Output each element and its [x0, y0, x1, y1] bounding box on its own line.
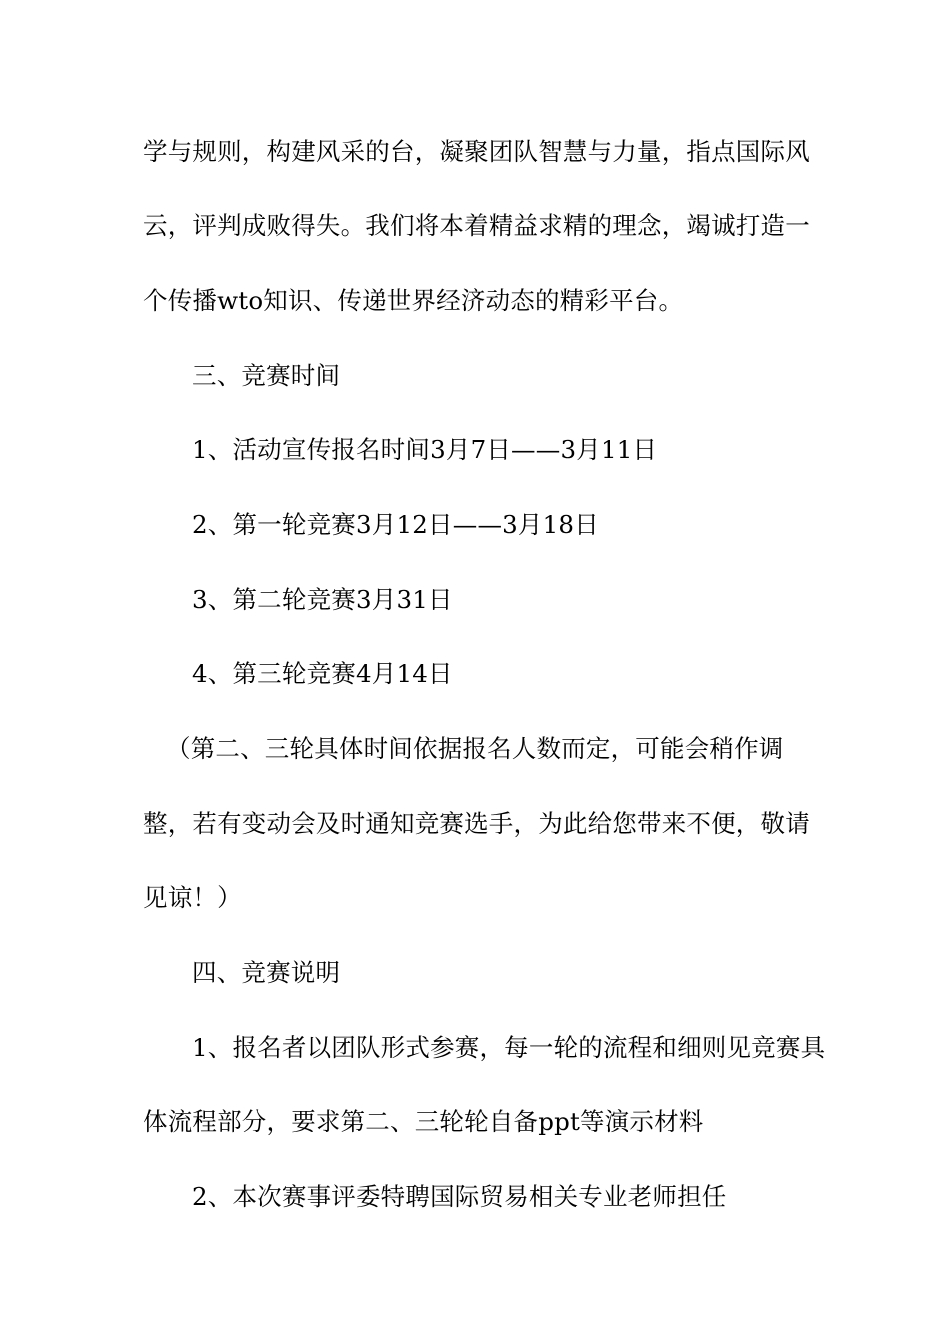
paragraph-line: 学与规则，构建风采的台，凝聚团队智慧与力量，指点国际风 — [143, 137, 810, 166]
paragraph-line: 体流程部分，要求第二、三轮轮自备ppt等演示材料 — [143, 1107, 704, 1136]
list-item: 3、第二轮竞赛3月31日 — [192, 585, 453, 614]
section-heading: 四、竞赛说明 — [192, 958, 341, 987]
paragraph-line: 1、报名者以团队形式参赛，每一轮的流程和细则见竞赛具 — [192, 1033, 826, 1062]
paragraph-line: 2、本次赛事评委特聘国际贸易相关专业老师担任 — [192, 1182, 727, 1211]
list-item: 2、第一轮竞赛3月12日——3月18日 — [192, 510, 599, 539]
list-item: 4、第三轮竞赛4月14日 — [192, 659, 453, 688]
paragraph-line: 云，评判成败得失。我们将本着精益求精的理念，竭诚打造一 — [143, 211, 810, 240]
section-heading: 三、竞赛时间 — [192, 361, 341, 390]
paragraph-line: 个传播wto知识、传递世界经济动态的精彩平台。 — [143, 286, 684, 315]
paragraph-line: 整，若有变动会及时通知竞赛选手，为此给您带来不便，敬请 — [143, 809, 810, 838]
list-item: 1、活动宣传报名时间3月7日——3月11日 — [192, 435, 658, 464]
paragraph-line: （第二、三轮具体时间依据报名人数而定，可能会稍作调 — [166, 734, 784, 763]
paragraph-line: 见谅！） — [143, 883, 242, 912]
